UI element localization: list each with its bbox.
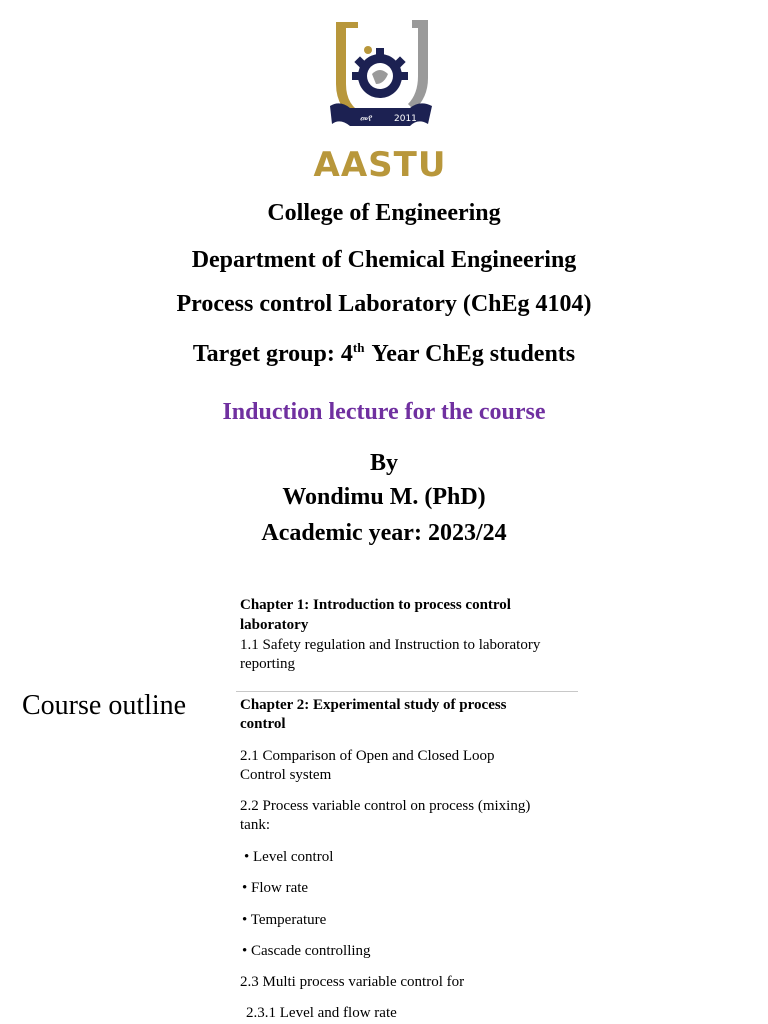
logo-gray-bracket [408, 20, 428, 110]
item-1-1-line2: reporting [240, 656, 295, 672]
course-title: Process control Laboratory (ChEg 4104) [176, 291, 592, 317]
bullet-flow-rate: • Flow rate [242, 880, 309, 896]
target-suffix: Year ChEg students [371, 341, 576, 367]
bullet-level-control: • Level control [244, 849, 334, 865]
chapter1-title-line1: Chapter 1: Introduction to process control [240, 597, 511, 613]
author-name: Wondimu M. (PhD) [282, 484, 486, 510]
by-label: By [369, 450, 398, 476]
department-title: Department of Chemical Engineering [191, 247, 577, 273]
item-2-1-line2: Control system [240, 767, 332, 783]
logo-banner-left: መየ [360, 114, 373, 124]
target-sup: th [352, 340, 365, 355]
logo-dot [364, 46, 372, 54]
item-2-2-line2: tank: [240, 817, 270, 833]
item-1-1-line1: 1.1 Safety regulation and Instruction to laboratory [240, 637, 541, 653]
course-outline-label: Course outline [22, 690, 187, 721]
academic-year: Academic year: 2023/24 [261, 520, 507, 546]
logo-wordmark: AASTU [313, 145, 447, 185]
item-2-1-line1: 2.1 Comparison of Open and Closed Loop [240, 748, 495, 764]
bullet-temperature: • Temperature [242, 912, 327, 928]
chapter1-title-line2: laboratory [240, 617, 309, 633]
induction-subtitle: Induction lecture for the course [222, 399, 546, 425]
chapter2-title-line1: Chapter 2: Experimental study of process [240, 697, 507, 713]
logo-banner-right: 2011 [394, 114, 417, 124]
gear-icon [352, 48, 408, 98]
item-2-3: 2.3 Multi process variable control for [240, 974, 465, 990]
item-2-2-line1: 2.2 Process variable control on process (mixing) [240, 798, 531, 814]
target-prefix: Target group: 4 [192, 341, 353, 367]
bullet-cascade-controlling: • Cascade controlling [242, 943, 371, 959]
college-title: College of Engineering [267, 200, 501, 226]
target-group [0, 341, 768, 368]
outline-divider [236, 691, 578, 692]
chapter2-title-line2: control [240, 716, 286, 732]
item-2-3-1: 2.3.1 Level and flow rate [246, 1005, 397, 1021]
